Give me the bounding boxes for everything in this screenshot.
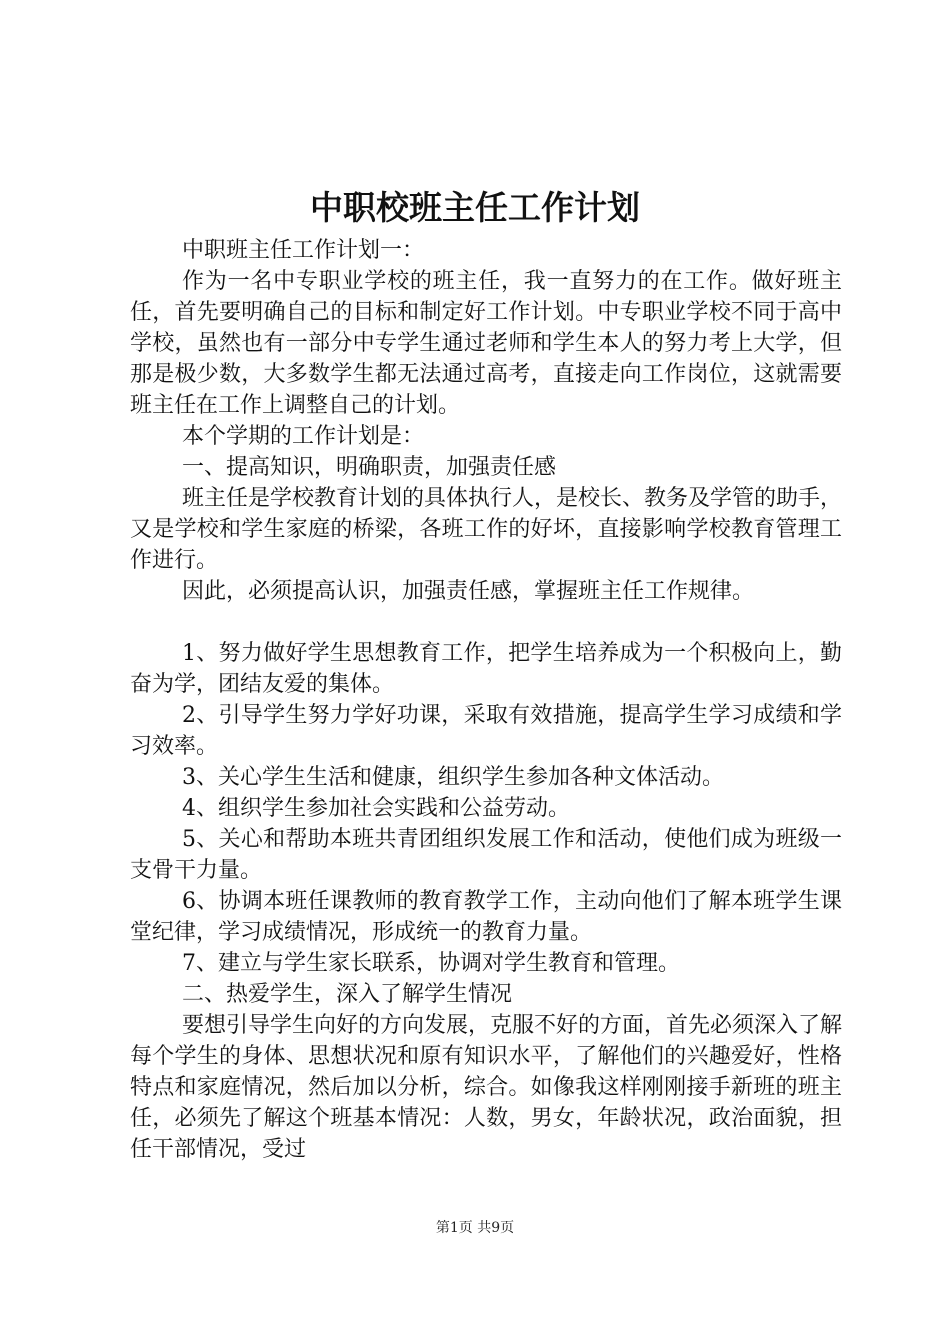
document-body (130, 235, 842, 1165)
list-item-7: 7、建立与学生家长联系，协调对学生教育和管理。 (182, 951, 680, 976)
list-item-3: 3、关心学生生活和健康，组织学生参加各种文体活动。 (182, 765, 724, 790)
list-item-6: 6、协调本班任课教师的教育教学工作，主动向他们了解本班学生课堂纪律，学习成绩情况，形成统一的教育力量。 (130, 889, 842, 945)
list-item-1: 1、努力做好学生思想教育工作，把学生培养成为一个积极向上，勤奋为学，团结友爱的集体。 (130, 641, 842, 697)
paragraph-intro-heading: 中职班主任工作计划一： (182, 238, 425, 263)
paragraph-plan-heading: 本个学期的工作计划是： (182, 424, 425, 449)
paragraph-understanding: 要想引导学生向好的方向发展，克服不好的方面，首先必须深入了解每个学生的身体、思想状况和原有知识水平，了解他们的兴趣爱好，性格特点和家庭情况，然后加以分析，综合。如像我这样刚刚接手新班的班主任，必须先了解这个班基本情况：人数，男女，年龄状况，政治面貌，担任干部情况，受过 (130, 1013, 843, 1162)
paragraph-intro: 作为一名中专职业学校的班主任，我一直努力的在工作。做好班主任，首先要明确自己的目标和制定好工作计划。中专职业学校不同于高中学校，虽然也有一部分中专学生通过老师和学生本人的努力考上大学，但那是极少数，大多数学生都无法通过高考，直接走向工作岗位，这就需要班主任在工作上调整自己的计划。 (130, 269, 842, 418)
list-item-5: 5、关心和帮助本班共青团组织发展工作和活动，使他们成为班级一支骨干力量。 (130, 827, 842, 883)
blank-line (130, 607, 842, 638)
list-item-4: 4、组织学生参加社会实践和公益劳动。 (182, 796, 570, 821)
section-heading-2: 二、热爱学生，深入了解学生情况 (182, 982, 513, 1007)
paragraph-role: 班主任是学校教育计划的具体执行人，是校长、教务及学管的助手，又是学校和学生家庭的桥梁，各班工作的好坏，直接影响学校教育管理工作进行。 (130, 486, 843, 573)
document-title: 中职校班主任工作计划 (310, 188, 640, 227)
page-footer: 第1页 共9页 (435, 1220, 515, 1236)
section-heading-1: 一、提高知识，明确职责，加强责任感 (182, 455, 557, 480)
paragraph-awareness: 因此，必须提高认识，加强责任感，掌握班主任工作规律。 (182, 579, 755, 604)
list-item-2: 2、引导学生努力学好功课，采取有效措施，提高学生学习成绩和学习效率。 (130, 703, 842, 759)
